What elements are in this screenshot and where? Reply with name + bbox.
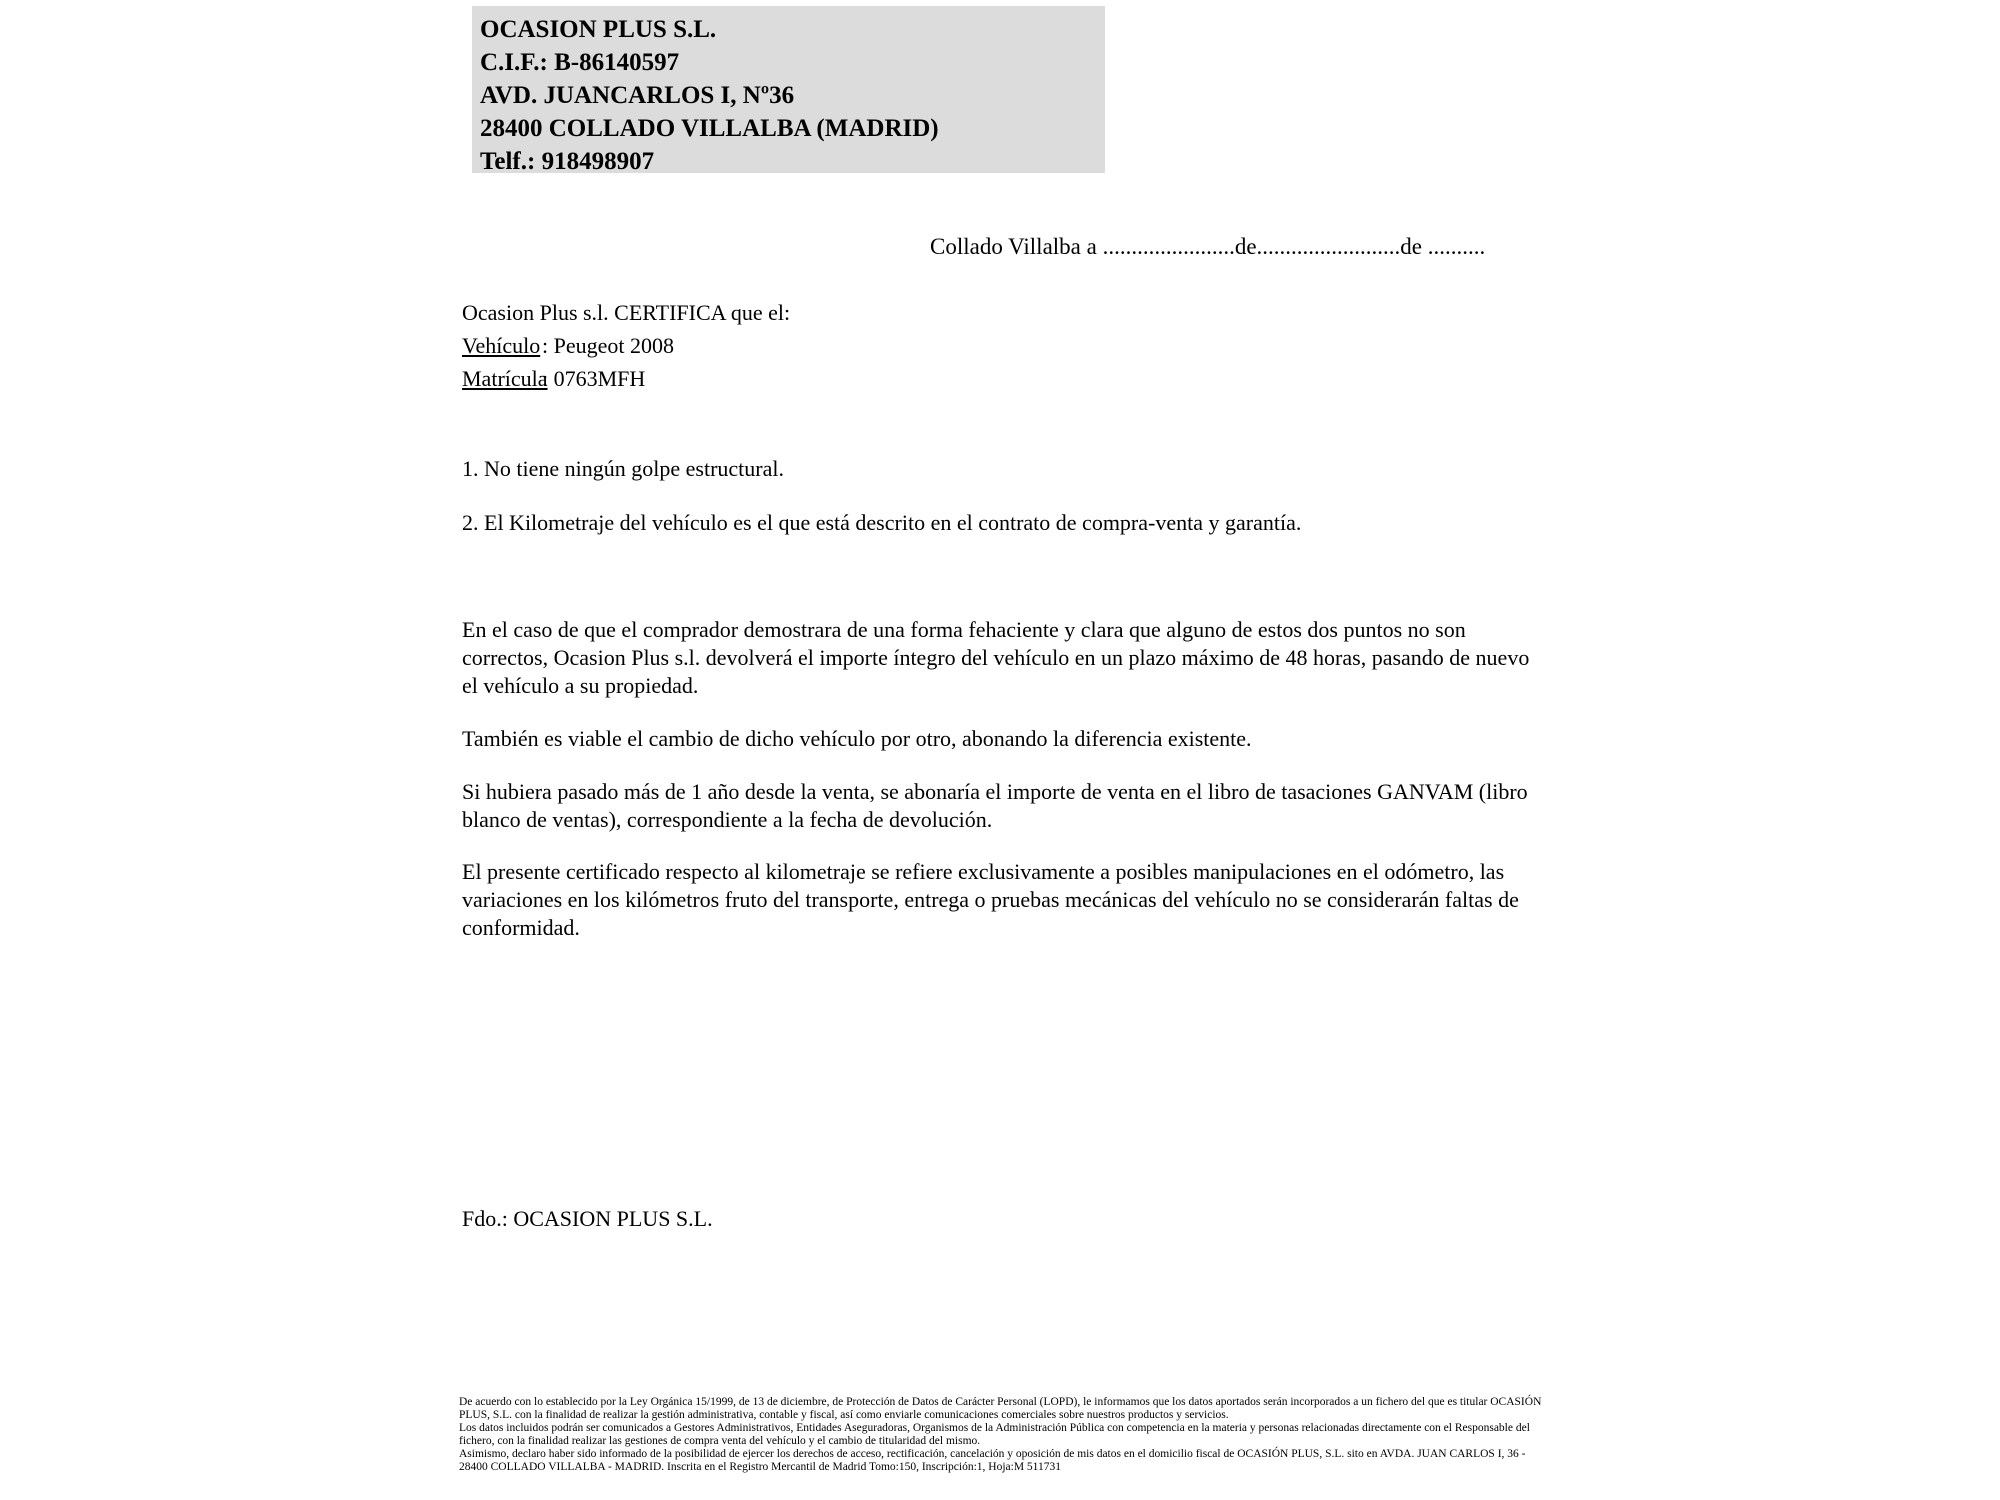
body-paragraph-exchange: También es viable el cambio de dicho vehículo por otro, abonando la diferencia existente. — [462, 726, 1252, 751]
certified-point-2: 2. El Kilometraje del vehículo es el que está descrito en el contrato de compra-venta y garantía. — [462, 510, 1302, 535]
certification-intro: Ocasion Plus s.l. CERTIFICA que el: — [462, 300, 791, 325]
body-paragraph-ganvam: Si hubiera pasado más de 1 año desde la venta, se abonaría el importe de venta en el libro de tasaciones GANVAM (libro blanco de ventas), correspondiente a la fecha de devolución. — [462, 779, 1528, 832]
vehicle-value: : Peugeot 2008 — [542, 333, 674, 358]
legal-paragraph-data-sharing: Los datos incluidos podrán ser comunicados a Gestores Administrativos, Entidades Aseguradoras, Organismos de la Administración Pública con competencia en la materia y personas relacionadas directamente con el Responsable del fichero, con la finalidad realizar las gestiones de compra venta del vehículo y el cambio de titularidad del mismo. — [459, 1422, 1530, 1447]
vehicle-label-wrap — [462, 329, 542, 362]
company-city: 28400 COLLADO VILLALBA (MADRID) — [480, 115, 939, 142]
date-fill-in-line: Collado Villalba a .......................de.........................de .......... — [930, 234, 1486, 259]
certified-point-1: 1. No tiene ningún golpe estructural. — [462, 456, 784, 481]
body-paragraph-odometer: El presente certificado respecto al kilometraje se refiere exclusivamente a posibles manipulaciones en el odómetro, las variaciones en los kilómetros fruto del transporte, entrega o pruebas mecánicas del vehículo no se considerarán faltas de conformidad. — [462, 859, 1519, 940]
company-address: AVD. JUANCARLOS I, Nº36 — [480, 82, 795, 109]
certification-block — [462, 296, 790, 395]
body-paragraph-refund: En el caso de que el comprador demostrara de una forma fehaciente y clara que alguno de estos dos puntos no son correctos, Ocasion Plus s.l. devolverá el importe íntegro del vehículo en un plazo máximo de 48 horas, pasando de nuevo el vehículo a su propiedad. — [462, 617, 1530, 698]
plate-label: Matrícula — [462, 366, 548, 391]
legal-paragraph-rights: Asimismo, declaro haber sido informado de la posibilidad de ejercer los derechos de acceso, rectificación, cancelación y oposición de mis datos en el domicilio fiscal de OCASIÓN PLUS, S.L. sito en AVDA. JUAN CARLOS I, 36 - 28400 COLLADO VILLALBA - MADRID. Inscrita en el Registro Mercantil de Madrid Tomo:150, Inscripción:1, Hoja:M 511731 — [459, 1448, 1526, 1473]
plate-value: : 0763MFH — [542, 366, 646, 391]
plate-label-wrap — [462, 362, 548, 395]
vehicle-label: Vehículo — [462, 333, 541, 358]
vehicle-row — [462, 329, 790, 362]
company-name: OCASION PLUS S.L. — [480, 16, 717, 43]
company-phone: Telf.: 918498907 — [480, 148, 655, 175]
legal-paragraph-lopd: De acuerdo con lo establecido por la Ley Orgánica 15/1999, de 13 de diciembre, de Protección de Datos de Carácter Personal (LOPD), le informamos que los datos aportados serán incorporados a un fichero del que es titular OCASIÓN PLUS, S.L. con la finalidad de realizar la gestión administrativa, contable y fiscal, así como enviarle comunicaciones comerciales sobre nuestros productos y servicios. — [459, 1396, 1542, 1421]
company-header-box — [472, 6, 1105, 173]
company-cif: C.I.F.: B-86140597 — [480, 49, 680, 76]
signature-line: Fdo.: OCASION PLUS S.L. — [462, 1206, 713, 1231]
plate-row — [462, 362, 790, 395]
legal-notice — [459, 1396, 1544, 1474]
